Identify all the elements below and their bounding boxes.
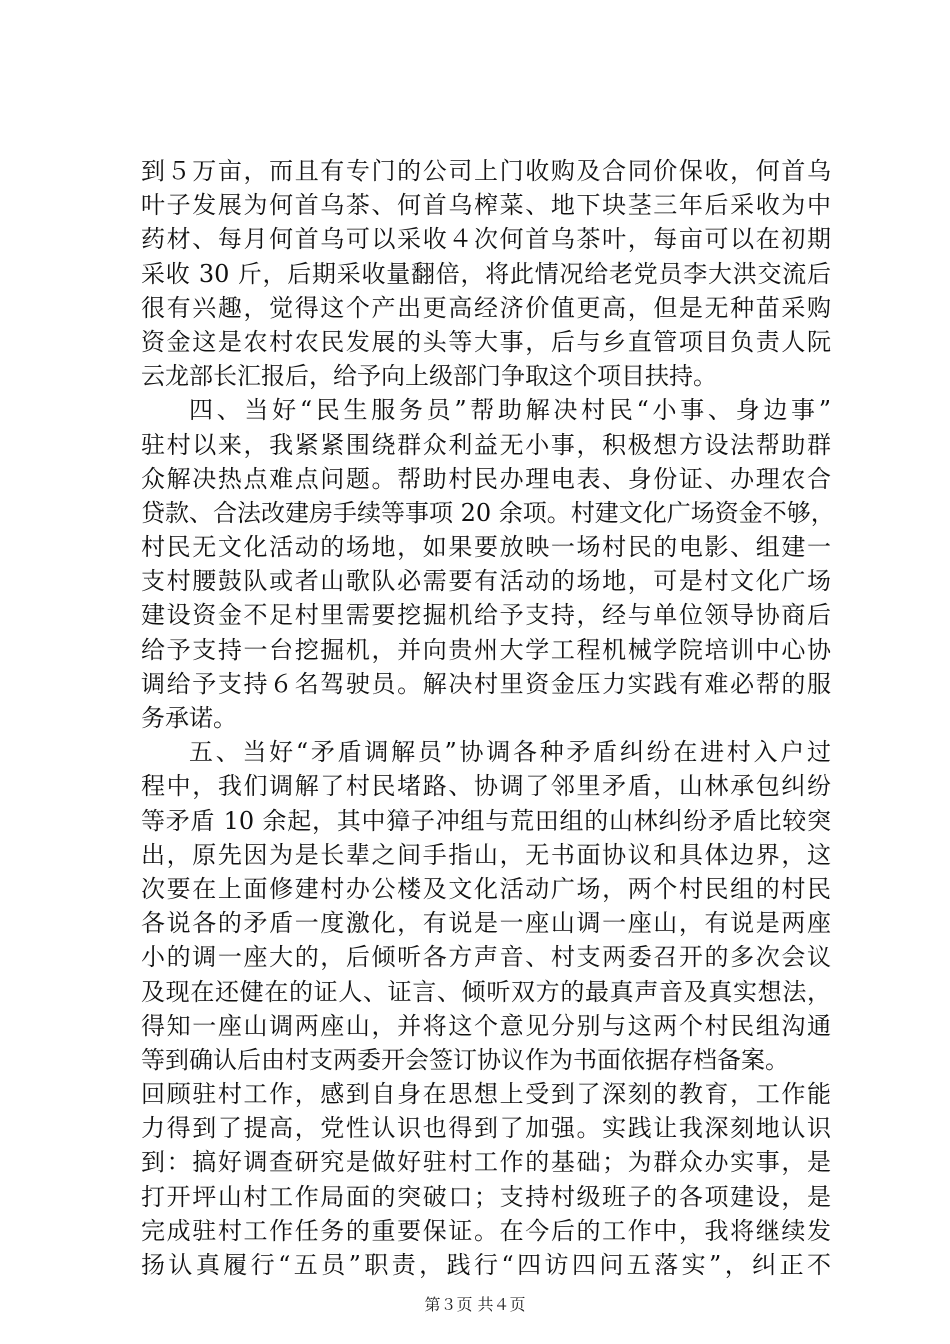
- text-line: 驻村以来，我紧紧围绕群众利益无小事，积极想方设法帮助群: [141, 430, 831, 459]
- text-line: 贷款、合法改建房手续等事项 20 余项。村建文化广场资金不够，: [141, 498, 835, 527]
- text-line: 药材、每月何首乌可以采收４次何首乌茶叶，每亩可以在初期: [141, 225, 831, 254]
- text-line: 务承诺。: [141, 704, 237, 732]
- text-line: 叶子发展为何首乌茶、何首乌榨菜、地下块茎三年后采收为中: [141, 191, 831, 220]
- text-line: 众解决热点难点问题。帮助村民办理电表、身份证、办理农合: [141, 464, 831, 493]
- text-line: 及现在还健在的证人、证言、倾听双方的最真声音及真实想法，: [141, 977, 831, 1006]
- text-line: 到５万亩，而且有专门的公司上门收购及合同价保收，何首乌: [141, 157, 831, 185]
- text-line: 村民无文化活动的场地，如果要放映一场村民的电影、组建一: [141, 533, 831, 562]
- text-line: 各说各的矛盾一度激化，有说是一座山调一座山，有说是两座: [141, 909, 831, 938]
- document-body: [141, 154, 835, 1282]
- text-line: 等矛盾 10 余起，其中獐子冲组与荒田组的山林纠纷矛盾比较突: [141, 806, 831, 835]
- text-line: 完成驻村工作任务的重要保证。在今后的工作中，我将继续发: [141, 1216, 831, 1245]
- text-line: 资金这是农村农民发展的头等大事，后与乡直管项目负责人阮: [141, 327, 831, 356]
- section-heading-line: 五、当好“矛盾调解员”协调各种矛盾纠纷在进村入户过: [189, 738, 831, 767]
- text-line: 云龙部长汇报后，给予向上级部门争取这个项目扶持。: [141, 362, 717, 391]
- text-line: 程中，我们调解了村民堵路、协调了邻里矛盾，山林承包纠纷: [141, 772, 831, 801]
- text-line: 很有兴趣，觉得这个产出更高经济价值更高，但是无种苗采购: [141, 293, 831, 322]
- text-line: 到：搞好调查研究是做好驻村工作的基础；为群众办实事，是: [141, 1148, 831, 1177]
- text-line: 次要在上面修建村办公楼及文化活动广场，两个村民组的村民: [141, 874, 831, 903]
- text-line: 扬认真履行“五员”职责，践行“四访四问五落实”，纠正不: [141, 1251, 831, 1279]
- text-line: 建设资金不足村里需要挖掘机给予支持，经与单位领导协商后: [141, 601, 831, 630]
- text-line: 采收 30 斤，后期采收量翻倍，将此情况给老党员李大洪交流后: [141, 259, 831, 288]
- text-line: 支村腰鼓队或者山歌队必需要有活动的场地，可是村文化广场: [141, 567, 831, 596]
- page-number-footer: 第３页 共４页: [424, 1295, 526, 1314]
- text-line: 打开坪山村工作局面的突破口；支持村级班子的各项建设，是: [141, 1182, 831, 1211]
- text-line: 小的调一座大的，后倾听各方声音、村支两委召开的多次会议: [141, 943, 831, 972]
- text-line: 等到确认后由村支两委开会签订协议作为书面依据存档备案。: [141, 1045, 789, 1074]
- text-line: 给予支持一台挖掘机，并向贵州大学工程机械学院培训中心协: [141, 635, 831, 664]
- section-heading-line: 四、当好“民生服务员”帮助解决村民“小事、身边事”: [189, 396, 831, 425]
- text-line: 回顾驻村工作，感到自身在思想上受到了深刻的教育，工作能: [141, 1080, 831, 1109]
- text-line: 调给予支持６名驾驶员。解决村里资金压力实践有难必帮的服: [141, 669, 831, 698]
- text-line: 出，原先因为是长辈之间手指山，无书面协议和具体边界，这: [141, 840, 831, 869]
- text-line: 得知一座山调两座山，并将这个意见分别与这两个村民组沟通: [141, 1011, 831, 1040]
- text-line: 力得到了提高，党性认识也得到了加强。实践让我深刻地认识: [141, 1114, 831, 1143]
